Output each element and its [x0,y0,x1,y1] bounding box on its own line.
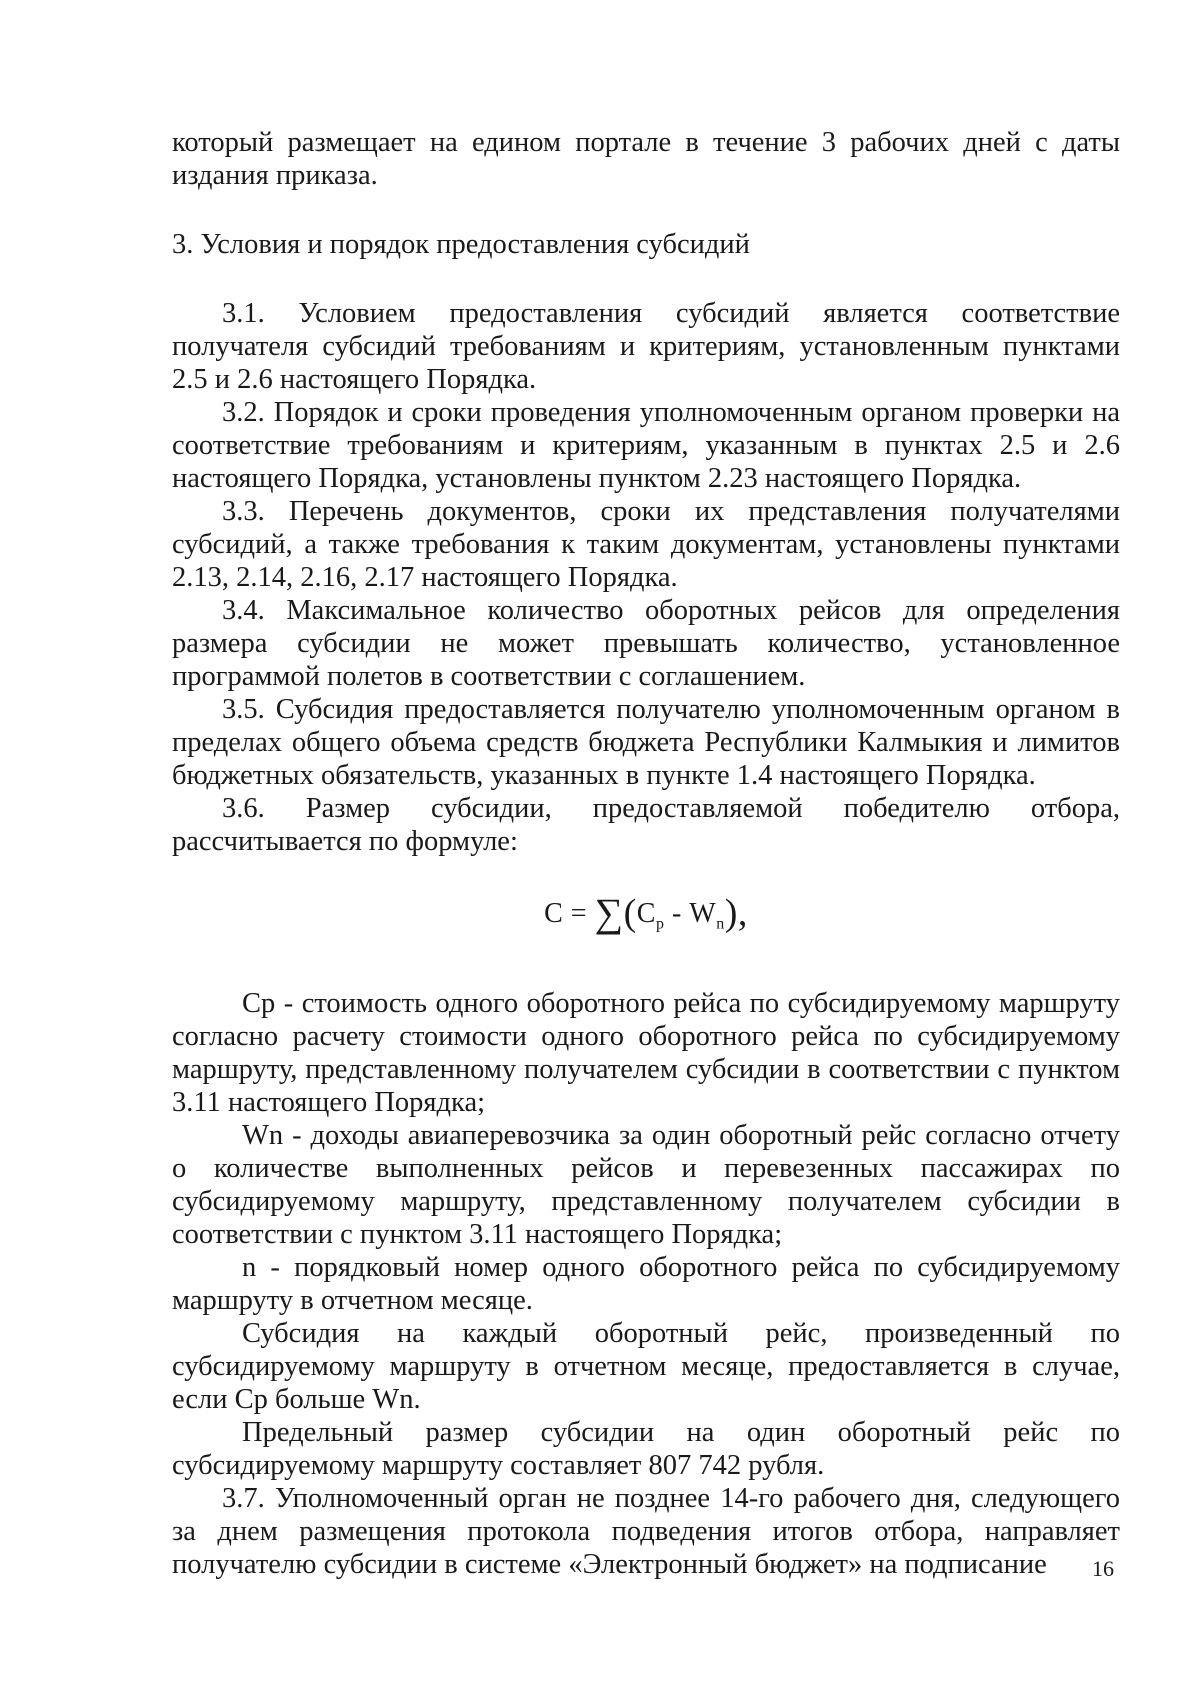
formula-cost-subscript: р [655,915,665,933]
paragraph-3-4: 3.4. Максимальное количество оборотных рейсов для определения размера субсидии не может превышать количество, установленное программой полетов в соответствии с соглашением. [172,595,1120,692]
definition-n: n - порядковый номер одного оборотного рейса по субсидируемому маршруту в отчетном месяце. [172,1251,1120,1316]
formula-minus: - [671,898,682,929]
paragraph-3-5: 3.5. Субсидия предоставляется получателю уполномоченным органом в пределах общего объема средств бюджета Республики Калмыкия и лимитов бюджетных обязательств, указанных в пункте 1.4 настоящего Порядка. [172,694,1120,791]
subsidy-formula [172,890,1120,941]
formula-sum-symbol: ∑ [594,890,624,935]
formula-income-symbol: W [689,898,717,929]
subsidy-limit: Предельный размер субсидии на один оборотный рейс по субсидируемому маршруту составляет 807 742 рубля. [172,1416,1120,1481]
formula-cost-symbol: С [636,898,656,929]
definition-wn: Wn - доходы авиаперевозчика за один оборотный рейс согласно отчету о количестве выполненных рейсов и перевезенных пассажирах по субсидируемому маршруту, представленному получателем субсидии в соответствии с пунктом 3.11 настоящего Порядка; [172,1119,1120,1250]
formula-close-paren: ), [724,892,748,934]
formula-income-subscript: n [716,915,725,933]
paragraph-3-1: 3.1. Условием предоставления субсидий является соответствие получателя субсидий требованиям и критериям, установленным пунктами 2.5 и 2.6 настоящего Порядка. [172,298,1120,395]
paragraph-3-2: 3.2. Порядок и сроки проведения уполномоченным органом проверки на соответствие требованиям и критериям, указанным в пунктах 2.5 и 2.6 настоящего Порядка, установлены пунктом 2.23 настоящего Порядка. [172,397,1120,494]
formula-lhs: С [544,898,564,929]
subsidy-condition: Субсидия на каждый оборотный рейс, произведенный по субсидируемому маршруту в отчетном месяце, предоставляется в случае, если Ср больше Wn. [172,1317,1120,1415]
paragraph-3-7: 3.7. Уполномоченный орган не позднее 14-го рабочего дня, следующего за днем размещения протокола подведения итогов отбора, направляет получателю субсидии в системе «Электронный бюджет» на подписание [172,1482,1120,1580]
document-body [172,126,1120,1581]
formula-open-paren: ( [623,892,637,934]
paragraph-3-6: 3.6. Размер субсидии, предоставляемой победителю отбора, рассчитывается по формуле: [172,793,1120,857]
section-heading: 3. Условия и порядок предоставления субсидий [172,229,750,260]
definition-cp: Ср - стоимость одного оборотного рейса по субсидируемому маршруту согласно расчету стоимости одного оборотного рейса по субсидируемому маршруту, представленному получателем субсидии в соответствии с пунктом 3.11 настоящего Порядка; [172,987,1120,1118]
page-number: 16 [1092,1556,1114,1581]
continuation-paragraph: который размещает на едином портале в течение 3 рабочих дней с даты издания приказа. [172,127,1120,191]
paragraph-3-3: 3.3. Перечень документов, сроки их представления получателями субсидий, а также требования к таким документам, установлены пунктами 2.13, 2.14, 2.16, 2.17 настоящего Порядка. [172,496,1120,593]
formula-equals: = [570,898,588,929]
